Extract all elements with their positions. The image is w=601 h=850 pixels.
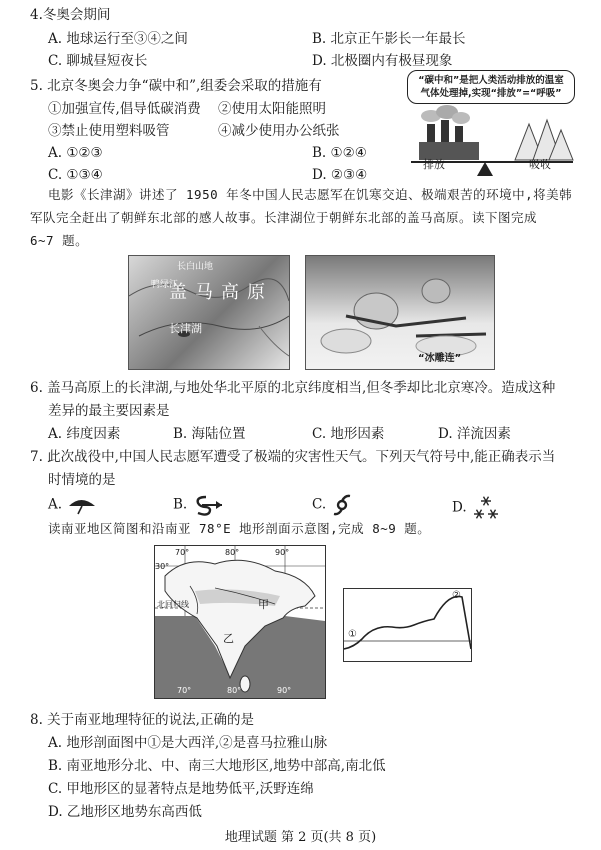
photo-caption: “冰雕连” [418,353,462,364]
passage1-line-1: 电影《长津湖》讲述了 1950 年冬中国人民志愿军在饥寒交迫、极端艰苦的环境中,将美韩 [48,187,573,202]
gaima-plateau-map [128,255,290,370]
q7-option-a[interactable] [48,494,98,516]
q7-option-d[interactable] [452,494,501,522]
q5-item-1: ①加强宣传,倡导低碳消费 [48,101,201,117]
map-label-gaima: 盖马高原 [169,282,273,303]
q7-option-c-label: C. [312,496,327,513]
page-footer: 地理试题 第 2 页(共 8 页) [224,830,377,845]
ice-sculpture-company-photo [305,255,495,370]
q6-option-c: C. 地形因素 [312,426,385,442]
q6-option-a: A. 纬度因素 [48,426,121,442]
carbon-neutral-figure [405,70,577,178]
map-label-yi: 乙 [223,632,234,645]
q4-stem: 4.冬奥会期间 [30,7,111,23]
q7-option-b[interactable] [173,494,224,516]
q7-stem-line-2: 时情境的是 [48,472,116,488]
map-label-lon-70: 70° [175,548,190,557]
passage2-line: 读南亚地区简图和沿南亚 78°E 地形剖面示意图,完成 8~9 题。 [48,521,431,536]
q6-option-b: B. 海陆位置 [173,426,246,442]
q4-option-a: A. 地球运行至③④之间 [48,31,188,47]
map-label-lon-90-bottom: 90° [277,686,292,695]
map-label-top: 长白山地 [177,262,214,272]
q7-option-b-label: B. [173,496,188,513]
profile-label-1: ① [348,629,357,640]
map-label-jia: 甲 [258,598,269,611]
bubble-line-1: “碳中和”是把人类活动排放的温室 [418,75,564,86]
q5-item-3: ③禁止使用塑料吸管 [48,123,170,139]
rain-umbrella-icon [66,494,98,516]
map-label-lon-70-bottom: 70° [177,686,192,695]
q8-stem: 8. 关于南亚地理特征的说法,正确的是 [30,712,254,728]
map-label-yalu: 鸭绿江 [151,280,179,290]
q8-option-a: A. 地形剖面图中①是大西洋,②是喜马拉雅山脉 [48,735,328,751]
passage1-line-3: 6~7 题。 [30,233,89,248]
q8-option-b: B. 南亚地形分北、中、南三大地形区,地势中部高,南北低 [48,758,386,774]
q7-stem-line-1: 7. 此次战役中,中国人民志愿军遭受了极端的灾害性天气。下列天气符号中,能正确表示当 [30,449,556,465]
q5-item-2: ②使用太阳能照明 [218,101,326,117]
q6-stem-line-2: 差异的最主要因素是 [48,403,170,419]
terrain-profile-diagram [343,588,472,662]
q5-stem: 5. 北京冬奥会力争“碳中和”,组委会采取的措施有 [30,78,322,94]
map-label-tropic: 北回归线 [157,600,189,609]
label-absorb: 吸收 [529,158,551,171]
sandstorm-icon [192,494,224,516]
passage1-line-2: 军队完全赶出了朝鲜东北部的感人故事。长津湖位于朝鲜东北部的盖马高原。读下图完成 [30,210,538,225]
q5-option-a: A. ①②③ [48,145,103,161]
map-label-lon-80: 80° [225,548,240,557]
q4-option-b: B. 北京正午影长一年最长 [312,31,466,47]
q4-option-c: C. 聊城昼短夜长 [48,53,148,69]
q6-option-d: D. 洋流因素 [438,426,511,442]
typhoon-icon [330,494,354,516]
q8-option-d: D. 乙地形区地势东高西低 [48,804,202,820]
map-label-lon-90: 90° [275,548,290,557]
q6-stem-line-1: 6. 盖马高原上的长津湖,与地处华北平原的北京纬度相当,但冬季却比北京寒冷。造成这种 [30,380,556,396]
map-label-lon-80-bottom: 80° [227,686,242,695]
q7-option-c[interactable] [312,494,354,516]
south-asia-map [154,545,326,699]
profile-label-2: ② [452,590,461,601]
bubble-line-2: 气体处理掉,实现“排放”=“呼吸” [420,88,562,99]
q5-option-c: C. ①③④ [48,167,103,183]
q4-option-d: D. 北极圈内有极昼现象 [312,53,453,69]
snowflake-icon [471,494,501,522]
q5-item-4: ④减少使用办公纸张 [218,123,340,139]
q7-option-d-label: D. [452,499,467,516]
map-label-changjin: 长津湖 [169,322,202,335]
q5-option-d: D. ②③④ [312,167,368,183]
q7-option-a-label: A. [48,496,63,513]
q8-option-c: C. 甲地形区的显著特点是地势低平,沃野连绵 [48,781,314,797]
q5-option-b: B. ①②④ [312,145,367,161]
label-emit: 排放 [423,158,445,171]
map-label-lat-30: 30° [155,562,170,571]
